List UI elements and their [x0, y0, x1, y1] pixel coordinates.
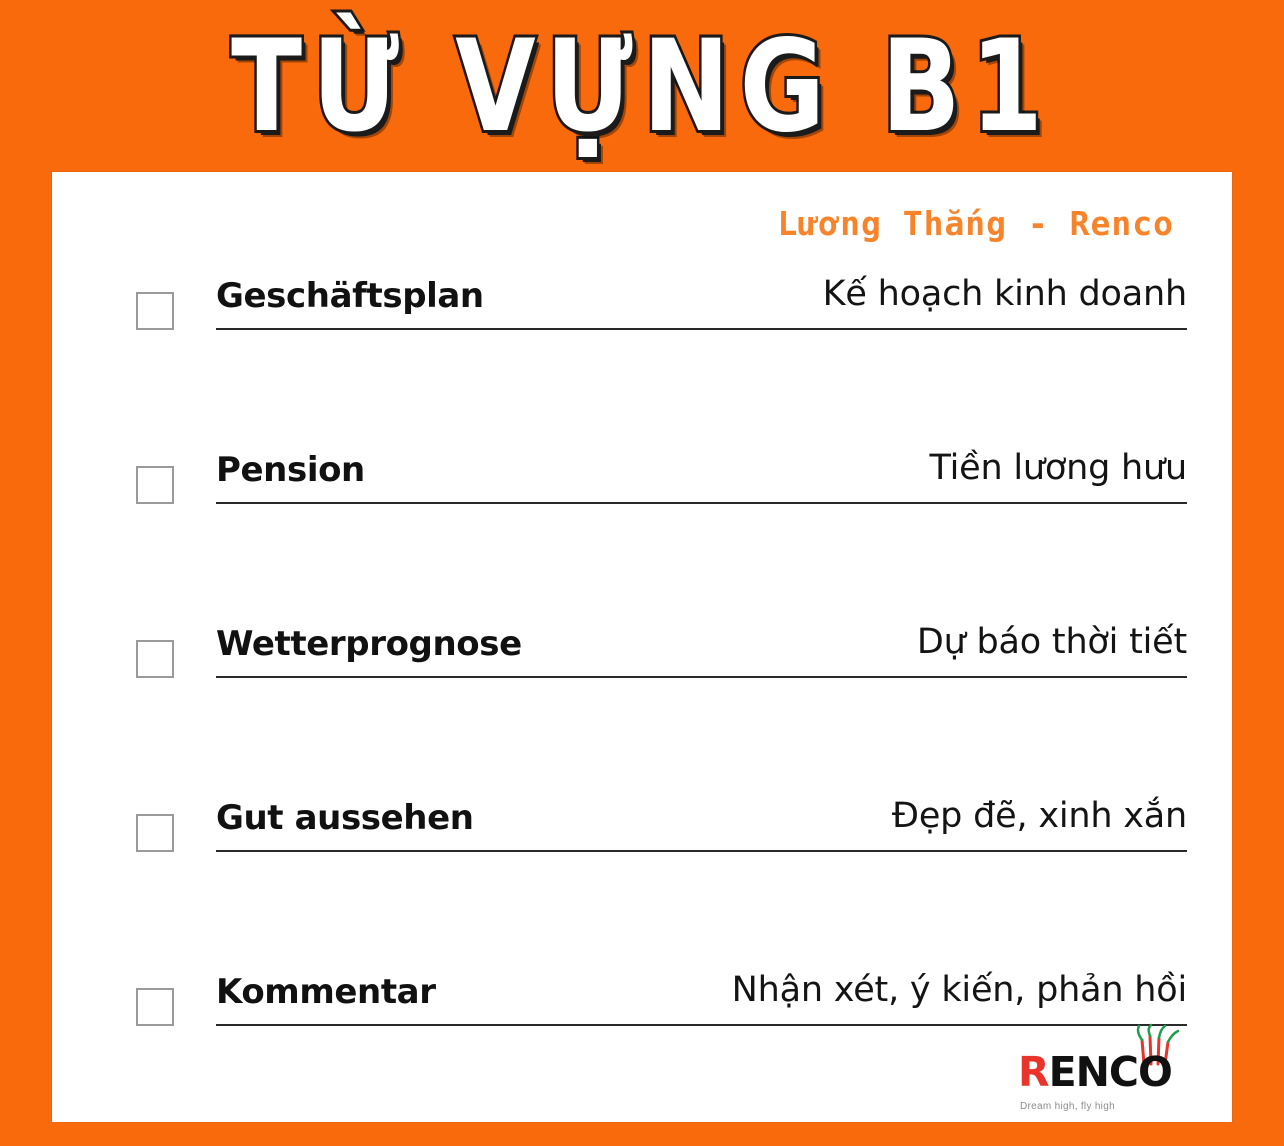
- list-item: [52, 450, 1232, 624]
- logo-initial: R: [1018, 1048, 1049, 1096]
- term-text: Geschäftsplan: [216, 276, 484, 316]
- row-checkbox[interactable]: [136, 814, 174, 852]
- page-header: [0, 0, 1284, 172]
- list-item: [52, 624, 1232, 798]
- term-text: Gut aussehen: [216, 798, 474, 838]
- page-title: TỪ VỰNG B1: [231, 11, 1053, 161]
- meaning-text: Dự báo thời tiết: [916, 622, 1187, 662]
- row-checkbox[interactable]: [136, 466, 174, 504]
- row-underline: [216, 502, 1187, 504]
- author-credit: Lương Thắng - Renco: [777, 204, 1174, 243]
- list-item: [52, 798, 1232, 972]
- meaning-text: Nhận xét, ý kiến, phản hồi: [731, 970, 1187, 1010]
- row-underline: [216, 328, 1187, 330]
- worksheet-sheet: [52, 172, 1232, 1122]
- term-text: Pension: [216, 450, 365, 490]
- meaning-text: Đẹp đẽ, xinh xắn: [891, 796, 1187, 836]
- row-checkbox[interactable]: [136, 988, 174, 1026]
- row-underline: [216, 850, 1187, 852]
- term-text: Wetterprognose: [216, 624, 522, 664]
- list-item: [52, 276, 1232, 450]
- term-text: Kommentar: [216, 972, 436, 1012]
- vocabulary-list: [52, 276, 1232, 1146]
- meaning-text: Kế hoạch kinh doanh: [822, 274, 1187, 314]
- logo-wordmark: [1018, 1048, 1172, 1096]
- row-underline: [216, 676, 1187, 678]
- row-checkbox[interactable]: [136, 292, 174, 330]
- logo-name-rest: ENCO: [1048, 1048, 1172, 1096]
- meaning-text: Tiền lương hưu: [929, 448, 1187, 488]
- row-checkbox[interactable]: [136, 640, 174, 678]
- logo-tagline: Dream high, fly high: [1020, 1101, 1115, 1112]
- renco-logo: [1018, 1022, 1186, 1114]
